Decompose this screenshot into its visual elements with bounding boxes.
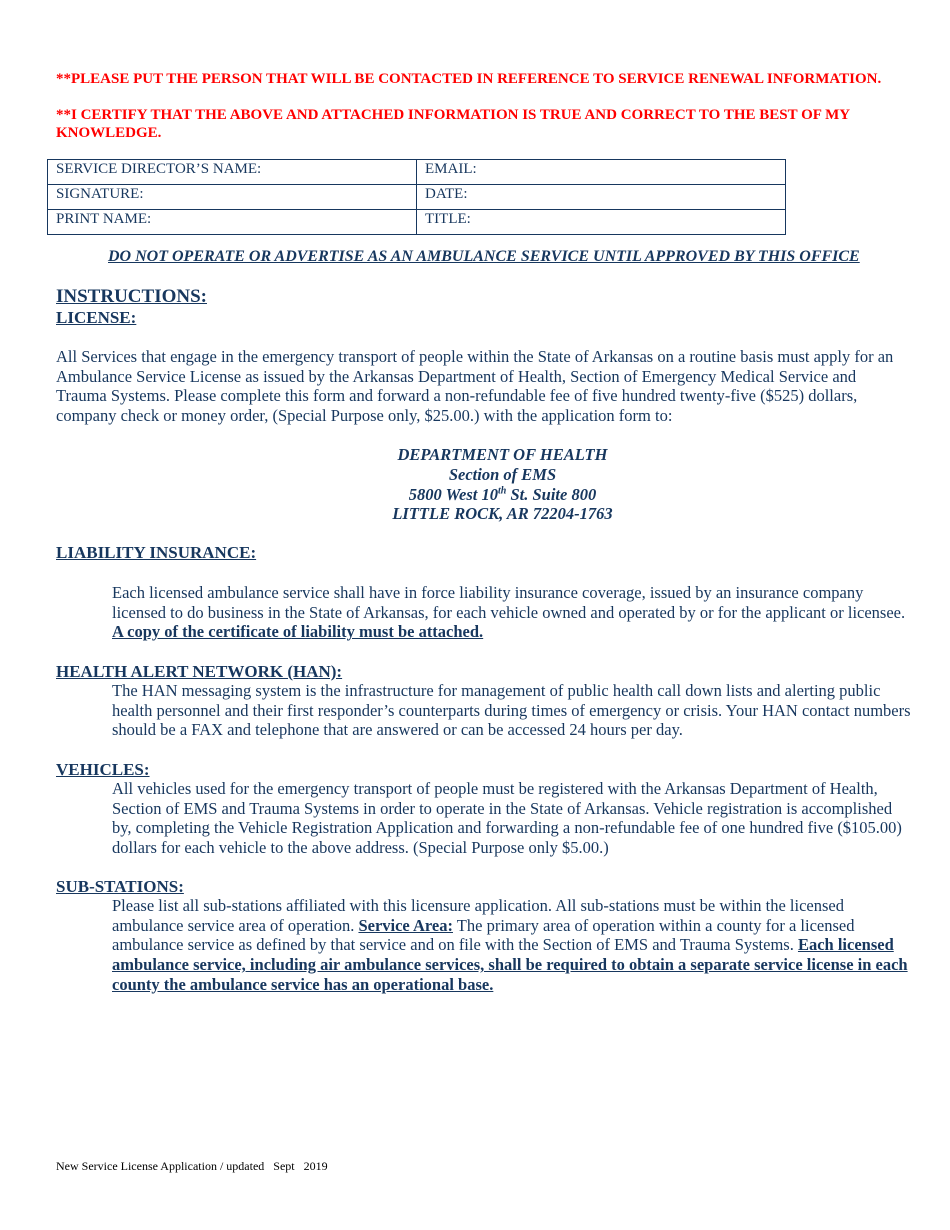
address-line: LITTLE ROCK, AR 72204-1763 <box>392 504 613 524</box>
title-field[interactable]: TITLE: <box>417 210 786 235</box>
license-text: All Services that engage in the emergency transport of people within the State of Arkansas on a routine basis must apply for an Ambulance Service License as issued by the Arkansas Department of Health, Section of Emergency Medical Service and Trauma Systems. Please complete this form and forward a non-refundable fee of five hundred twenty-five ($525) dollars, company check or money order, (Special Purpose only, $25.00.) with the application form to: <box>56 347 894 426</box>
mailing-address <box>250 445 755 524</box>
substations-text: Please list all sub-stations affiliated with this licensure application. All sub-stations must be within the licensed ambulance service area of operation. Service Area: The primary area of operation within a county for a licensed ambulance service as defined by that service and on file with the Section of EMS and Trauma Systems. Each licensed ambulance service, including air ambulance services, shall be required to obtain a separate service license in each county the ambulance service has an operational base. <box>112 896 908 994</box>
license-heading: LICENSE: <box>56 308 137 327</box>
service-area-label: Service Area: <box>358 915 453 935</box>
address-line: DEPARTMENT OF HEALTH <box>397 445 608 464</box>
date-field[interactable]: DATE: <box>417 185 786 210</box>
instructions-heading: INSTRUCTIONS: <box>56 286 207 307</box>
han-heading: HEALTH ALERT NETWORK (HAN): <box>56 662 343 681</box>
table-row <box>48 160 786 185</box>
vehicles-heading: VEHICLES: <box>56 760 150 779</box>
table-row <box>48 185 786 210</box>
liability-text: Each licensed ambulance service shall have in force liability insurance coverage, issued by an insurance company licensed to do business in the State of Arkansas, for each vehicle owned and operated by or for the applicant or licensee. A copy of the certificate of liability must be attached. <box>112 583 906 642</box>
email-field[interactable]: EMAIL: <box>417 160 786 185</box>
print-name-field[interactable]: PRINT NAME: <box>48 210 417 235</box>
vehicles-text: All vehicles used for the emergency transport of people must be registered with the Arkansas Department of Health, Section of EMS and Trauma Systems in order to operate in the State of Arkansas. Vehicle registration is accomplished by, completing the Vehicle Registration Application and forwarding a non-refundable fee of one hundred five ($105.00) dollars for each vehicle to the above address. (Special Purpose only $5.00.) <box>112 779 902 858</box>
operation-warning: DO NOT OPERATE OR ADVERTISE AS AN AMBULANCE SERVICE UNTIL APPROVED BY THIS OFFICE <box>108 248 860 265</box>
director-name-field[interactable]: SERVICE DIRECTOR’S NAME: <box>48 160 417 185</box>
address-line: Section of EMS <box>448 464 557 484</box>
substations-heading: SUB-STATIONS: <box>56 877 184 896</box>
liability-heading: LIABILITY INSURANCE: <box>56 543 257 562</box>
contact-notice: **PLEASE PUT THE PERSON THAT WILL BE CONTACTED IN REFERENCE TO SERVICE RENEWAL INFORMATION. <box>56 71 882 87</box>
substations-emphasis: Each licensed ambulance service, including air ambulance services, shall be required to obtain a separate service license in each county the ambulance service has an operational base. <box>112 935 908 994</box>
certify-notice: **I CERTIFY THAT THE ABOVE AND ATTACHED INFORMATION IS TRUE AND CORRECT TO THE BEST OF MY KNOWLEDGE. <box>56 107 850 141</box>
table-row <box>48 210 786 235</box>
signature-field[interactable]: SIGNATURE: <box>48 185 417 210</box>
liability-emphasis: A copy of the certificate of liability must be attached. <box>112 622 484 642</box>
signature-table <box>47 159 786 235</box>
han-text: The HAN messaging system is the infrastructure for management of public health call down lists and alerting public health personnel and their first responder’s counterparts during times of emergency or crisis. Your HAN contact numbers should be a FAX and telephone that are answered or can be accessed 24 hours per day. <box>112 681 911 740</box>
page-footer: New Service License Application / updated Sept 2019 <box>56 1159 328 1173</box>
address-line: 5800 West 10th St. Suite 800 <box>408 484 597 504</box>
